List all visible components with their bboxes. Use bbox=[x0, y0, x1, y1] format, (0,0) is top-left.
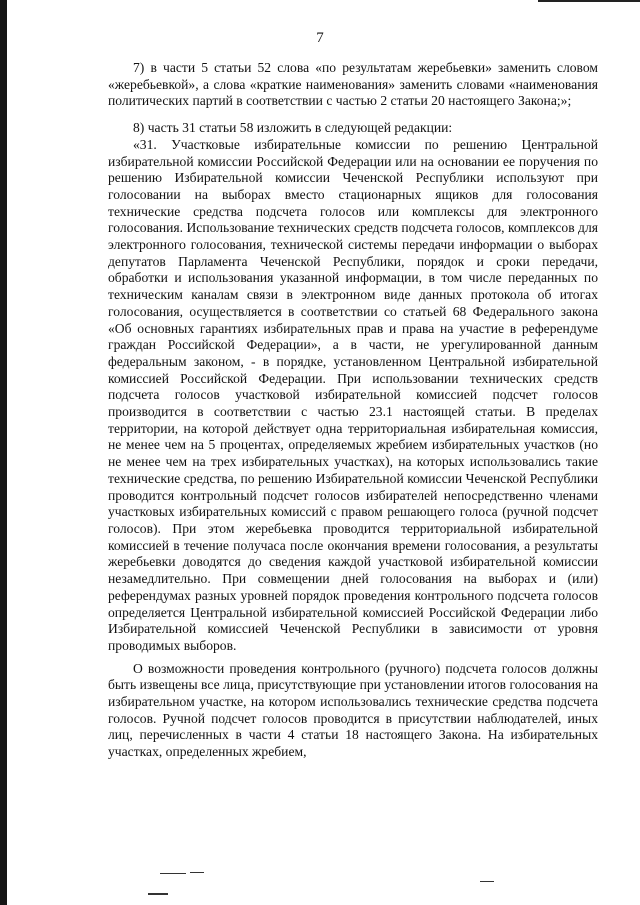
scan-mark bbox=[160, 873, 186, 874]
footer-scan-marks bbox=[0, 865, 640, 905]
paragraph-manual-count: О возможности проведения контрольного (ручного) подсчета голосов должны быть извещены все лица, присутствующие при установлении итогов голосования на избирательном участке, на котором использовались технические средства подсчета голосов. Ручной подсчет голосов проводится в присутствии наблюдателей, иных лиц, перечисленных в части 4 статьи 18 настоящего Закона. На избирательных участках, определенных жребием, bbox=[108, 660, 598, 760]
scan-mark bbox=[480, 881, 494, 882]
paragraph-item-8: 8) часть 31 статьи 58 изложить в следующей редакции: bbox=[133, 120, 453, 136]
scan-mark bbox=[190, 872, 204, 873]
scan-left-edge bbox=[0, 0, 7, 905]
paragraph-part-31: «31. Участковые избирательные комиссии по решению Центральной избирательной комиссии Российской Федерации или на основании ее поручения по решению Избирательной комиссии Чеченской Республики используют при голосовании на выборах вместо стационарных ящиков для голосования технические средства подсчета голосов или комплексы для электронного голосования. Использование технических средств подсчета голосов, комплексов для электронного голосования, технической системы передачи информации о выборах депутатов Парламента Чеченской Республики, порядок и сроки передачи, обработки и использования указанной информации, в том числе переданных по техническим каналам связи в электронном виде данных протокола об итогах голосования, осуществляется в соответствии со статьей 68 Федерального закона «Об основных гарантиях избирательных прав и права на участие в референдуме граждан Российской Федерации», а в части, не урегулированной данным федеральным законом, - в порядке, установленном Центральной избирательной комиссией Российской Федерации. При использовании технических средств подсчета голосов участковой избирательной комиссией подсчет голосов производится в соответствии с частью 23.1 настоящей статьи. В пределах территории, на которой действует одна территориальная избирательная комиссия, не менее чем на 5 процентах, определяемых жребием избирательных участков (но не менее чем на трех избирательных участках), на которых использовались такие технические средства, по решению Избирательной комиссии Чеченской Республики проводится контрольный подсчет голосов избирателей непосредственно членами участковых избирательных комиссий с правом решающего голоса (ручной подсчет голосов). При этом жеребьевка проводится территориальной избирательной комиссией в течение получаса после окончания времени голосования, а результаты жеребьевки доводятся до сведения каждой участковой избирательной комиссии незамедлительно. При совмещении дней голосования на выборах и (или) референдумах разных уровней порядок проведения контрольного подсчета голосов определяется Центральной избирательной комиссией Российской Федерации либо Избирательной комиссией Чеченской Республики в зависимости от уровня проводимых выборов. bbox=[108, 136, 598, 653]
page-number: 7 bbox=[316, 30, 324, 46]
document-body bbox=[108, 60, 598, 761]
scan-mark bbox=[148, 893, 168, 895]
top-rule bbox=[538, 0, 640, 2]
paragraph-item-7: 7) в части 5 статьи 52 слова «по результатам жеребьевки» заменить словом «жеребьевкой», а слова «краткие наименования» заменить словами «наименования политических партий в соответствии с частью 2 статьи 20 настоящего Закона;»; bbox=[108, 60, 598, 109]
